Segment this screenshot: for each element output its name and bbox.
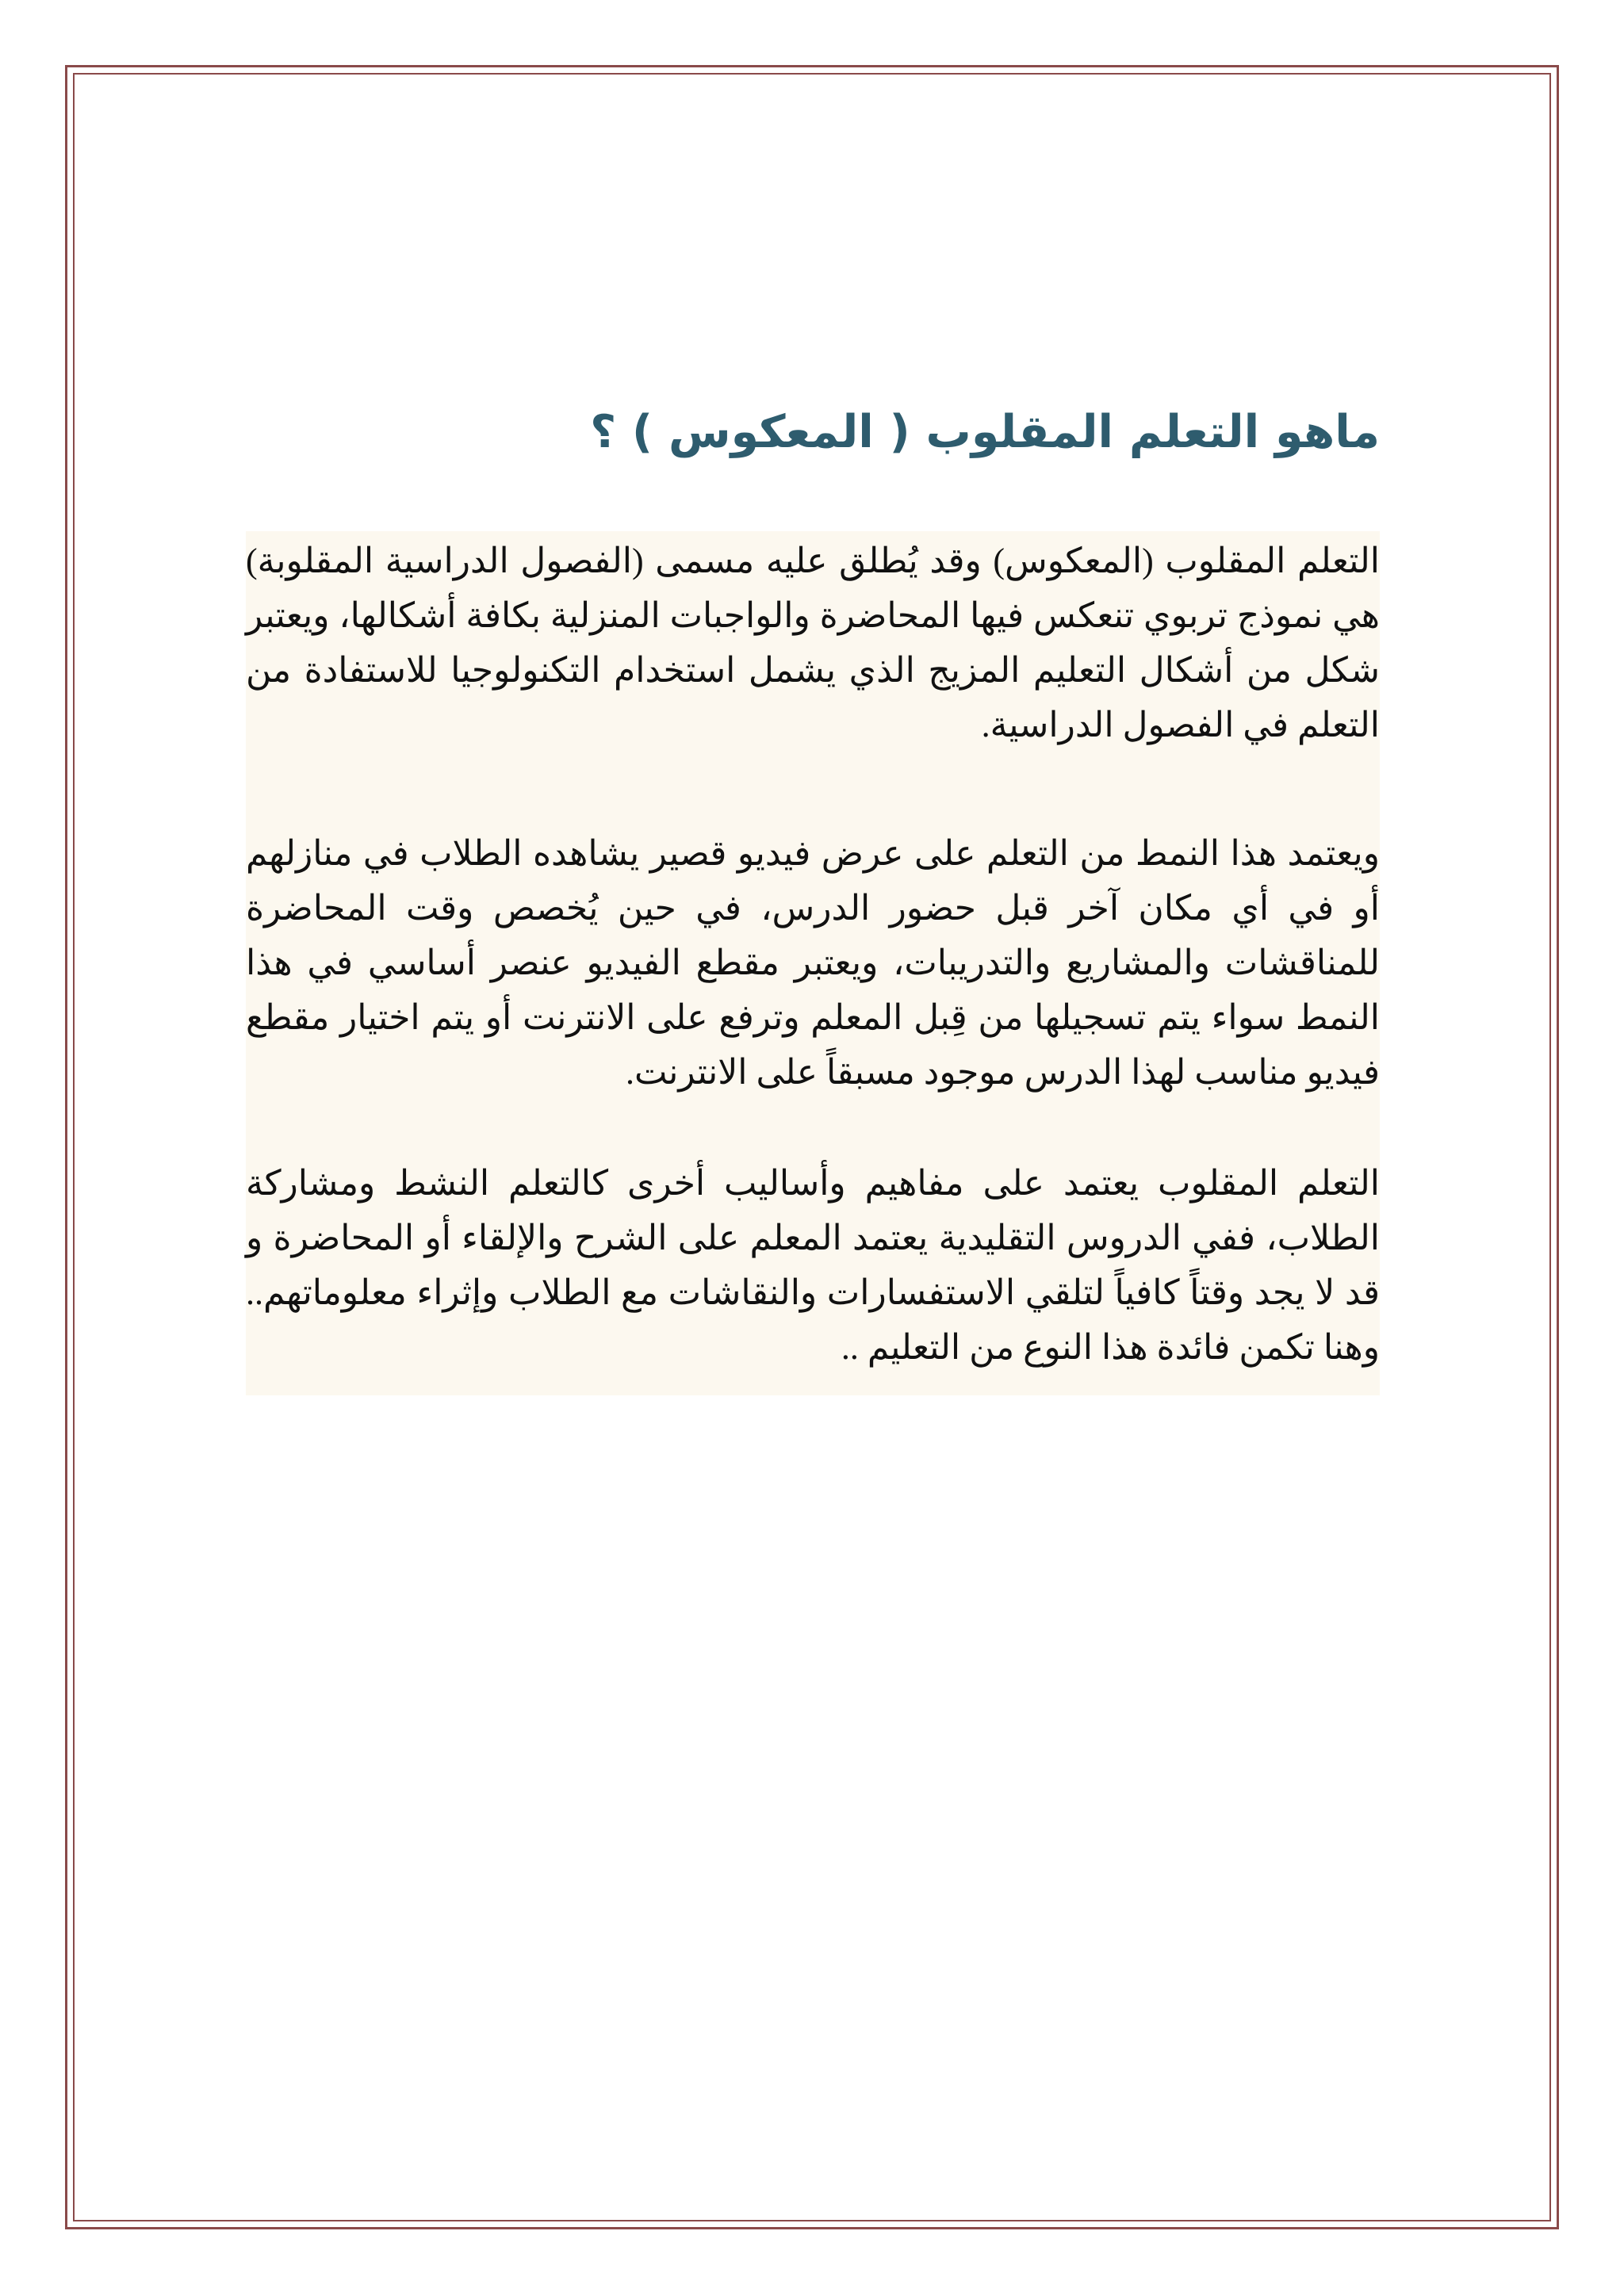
page-title: ماهو التعلم المقلوب ( المعكوس ) ؟ [590, 406, 1380, 458]
paragraph-benefit: التعلم المقلوب يعتمد على مفاهيم وأساليب أخرى كالتعلم النشط ومشاركة الطلاب، ففي الدروس التقليدية يعتمد المعلم على الشرح والإلقاء أو المحاضرة و قد لا يجد وقتاً كافياً لتلقي الاستفسارات والنقاشات مع الطلاب وإثراء معلوماتهم.. وهنا تكمن فائدة هذا النوع من التعليم .. [246, 1164, 1380, 1367]
paragraph-method: ويعتمد هذا النمط من التعلم على عرض فيديو قصير يشاهده الطلاب في منازلهم أو في أي مكان آخر قبل حضور الدرس، في حين يُخصص وقت المحاضرة للمناقشات والمشاريع والتدريبات، ويعتبر مقطع الفيديو عنصر أساسي في هذا النمط سواء يتم تسجيلها من قِبل المعلم وترفع على الانترنت أو يتم اختيار مقطع فيديو مناسب لهذا الدرس موجود مسبقاً على الانترنت. [246, 834, 1380, 1092]
paragraph-definition: التعلم المقلوب (المعكوس) وقد يُطلق عليه مسمى (الفصول الدراسية المقلوبة) هي نموذج تربوي تنعكس فيها المحاضرة والواجبات المنزلية بكافة أشكالها، ويعتبر شكل من أشكال التعليم المزيج الذي يشمل استخدام التكنولوجيا للاستفادة من التعلم في الفصول الدراسية. [246, 541, 1380, 744]
